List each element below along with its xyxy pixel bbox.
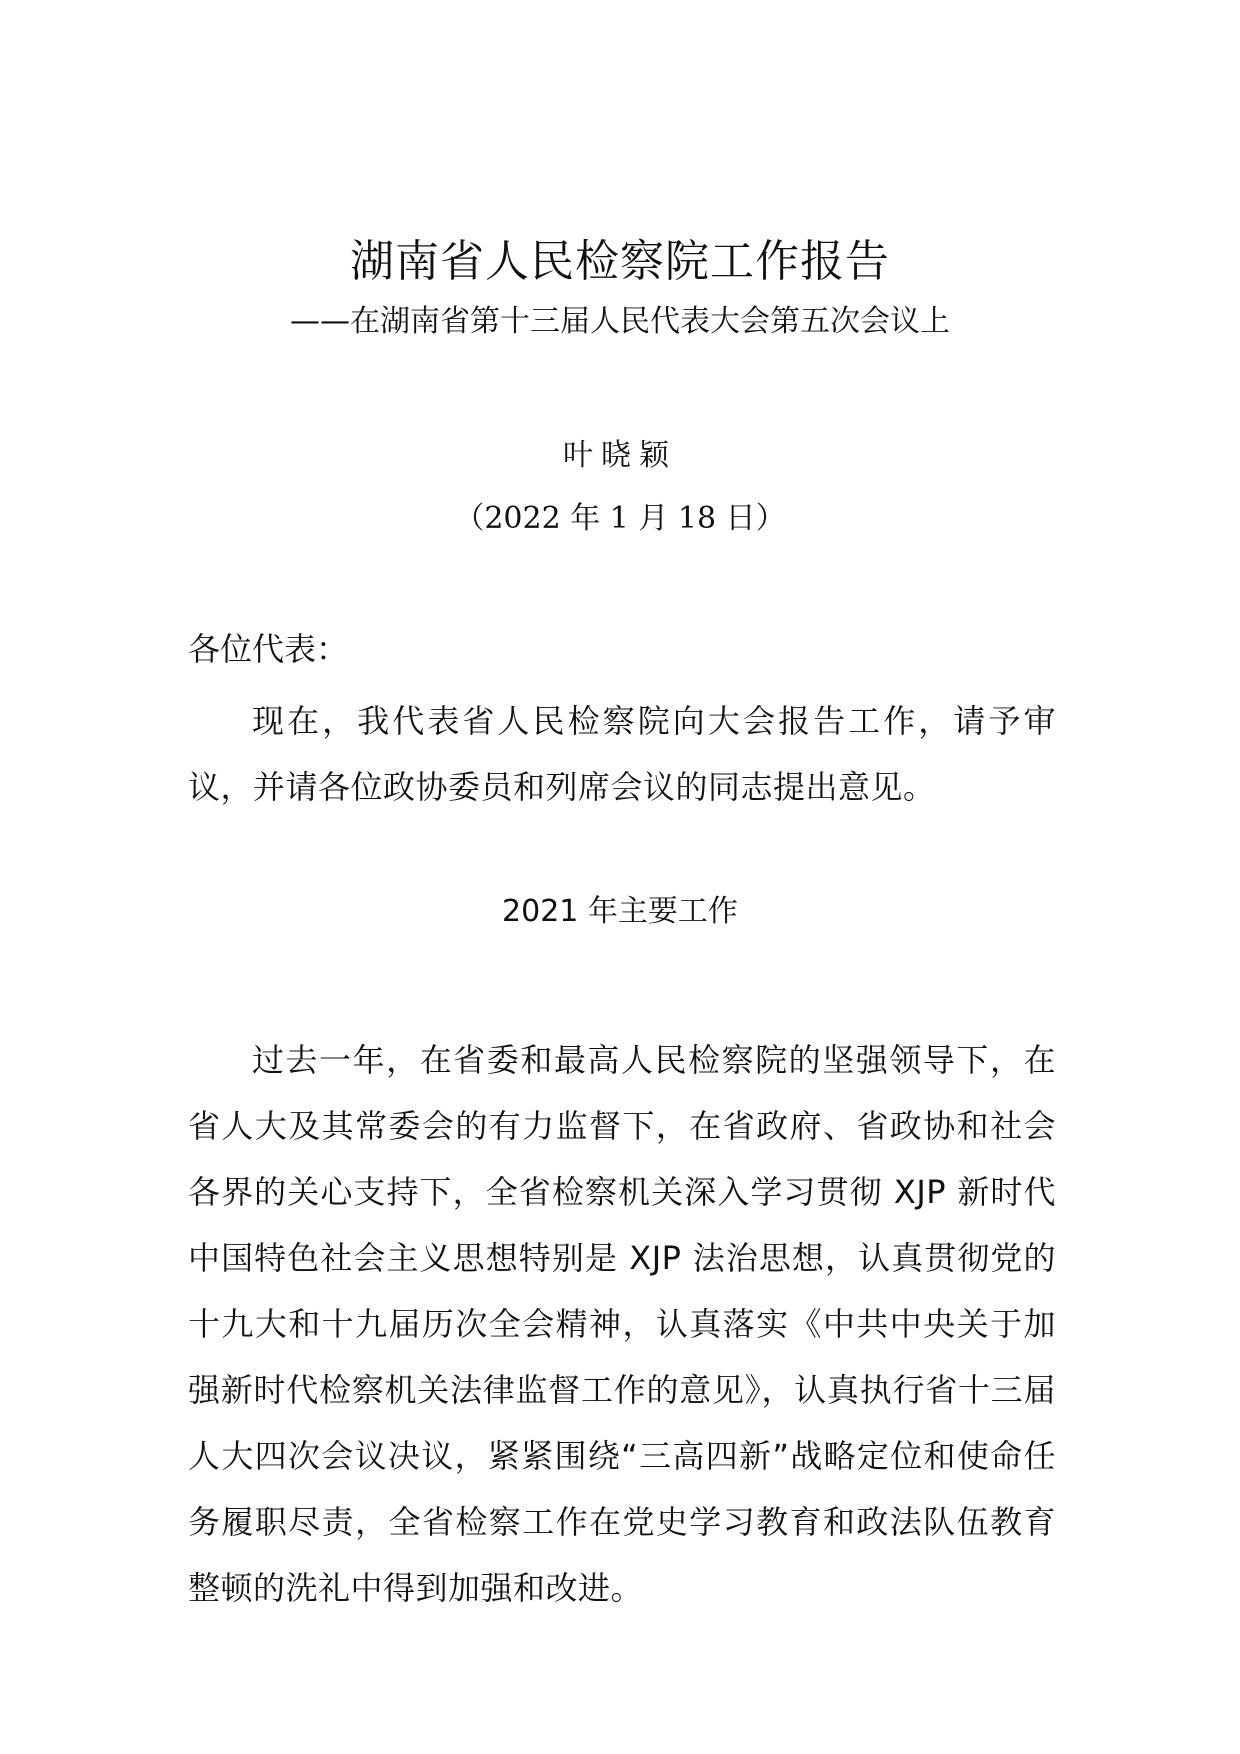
report-subtitle: ——在湖南省第十三届人民代表大会第五次会议上 <box>290 304 950 339</box>
body-paragraph: 过去一年，在省委和最高人民检察院的坚强领导下，在省人大及其常委会的有力监督下，在省政府、省政协和社会各界的关心支持下，全省检察机关深入学习贯彻 XJP 新时代中国特色社会主义思想特别是 XJP 法治思想，认真贯彻党的十九大和十九届历次全会精神，认真落实《中共中央关于加强新时代检察机关法律监督工作的意见》，认真执行省十三届人大四次会议决议，紧紧围绕“三高四新”战略定位和使命任务履职尽责，全省检察工作在党史学习教育和政法队伍教育整顿的洗礼中得到加强和改进。 <box>188 1041 1056 1607</box>
section-heading: 2021 年主要工作 <box>502 894 738 929</box>
report-date: （2022 年 1 月 18 日） <box>454 501 786 536</box>
report-title: 湖南省人民检察院工作报告 <box>350 236 890 287</box>
salutation: 各位代表： <box>188 630 349 668</box>
author-name: 叶晓颖 <box>563 438 677 473</box>
intro-paragraph: 现在，我代表省人民检察院向大会报告工作，请予审议，并请各位政协委员和列席会议的同志提出意见。 <box>188 702 1056 806</box>
